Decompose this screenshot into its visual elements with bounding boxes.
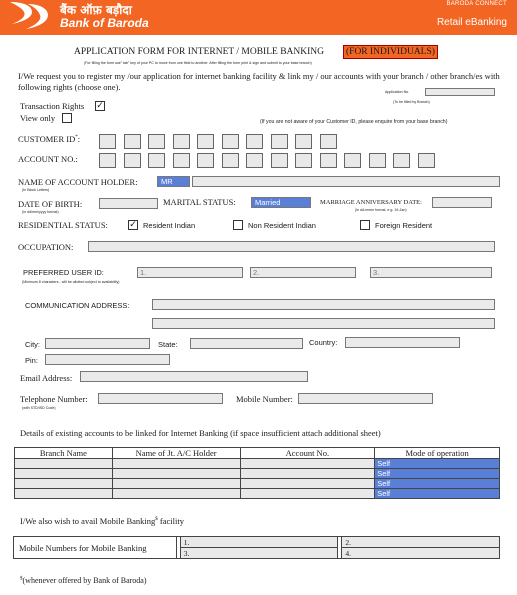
account-no-digit-7[interactable] <box>246 153 263 168</box>
customer-id-note: (If you are not aware of your Customer ID, please enquire from your base branch) <box>260 119 448 125</box>
dob-note: (in dd/mm/yyyy format) <box>22 210 59 214</box>
marital-status-select[interactable]: Married <box>251 197 311 208</box>
table-cell[interactable] <box>240 489 375 499</box>
table-cell[interactable] <box>112 459 240 469</box>
col-joint-holder: Name of Jt. A/C Holder <box>112 448 240 459</box>
preferred-user-id-label: PREFERRED USER ID: <box>23 268 104 277</box>
account-no-digit-2[interactable] <box>124 153 141 168</box>
account-no-digit-10[interactable] <box>320 153 337 168</box>
request-text: I/We request you to register my /our application for internet banking facility & link my / our accounts with your branch / other branch/es with following rights (choose one). <box>18 71 500 92</box>
address-line-1[interactable] <box>152 299 495 310</box>
account-holder-note: (In Block Letters) <box>22 188 50 192</box>
pin-label: Pin: <box>25 356 38 365</box>
dob-field[interactable] <box>99 198 158 209</box>
mobile-numbers-table <box>13 536 500 559</box>
customer-id-digit-4[interactable] <box>173 134 190 149</box>
email-label: Email Address: <box>20 373 73 383</box>
resident-indian-label: Resident Indian <box>143 221 196 230</box>
accounts-heading: Details of existing accounts to be linked for Internet Banking (if space insufficient attach additional sheet) <box>20 428 381 438</box>
header-bar <box>0 0 517 35</box>
customer-id-digit-3[interactable] <box>148 134 165 149</box>
customer-id-digit-8[interactable] <box>271 134 288 149</box>
occupation-label: OCCUPATION: <box>18 242 74 252</box>
customer-id-digit-9[interactable] <box>295 134 312 149</box>
mode-of-operation-select[interactable]: Self <box>375 469 500 479</box>
mode-of-operation-select[interactable]: Self <box>375 459 500 469</box>
country-label: Country: <box>309 338 338 347</box>
table-cell[interactable] <box>15 459 113 469</box>
dob-label: DATE OF BIRTH: <box>18 199 83 209</box>
pin-field[interactable] <box>45 354 170 365</box>
occupation-field[interactable] <box>88 241 495 252</box>
anniversary-field[interactable] <box>432 197 492 208</box>
account-no-digit-6[interactable] <box>222 153 239 168</box>
anniversary-label: MARRIAGE ANNIVERSARY DATE: <box>320 199 422 206</box>
account-no-digit-9[interactable] <box>295 153 312 168</box>
account-no-digit-13[interactable] <box>393 153 410 168</box>
user-id-option-2[interactable]: 2. <box>250 267 356 278</box>
bank-logo-icon <box>6 0 52 30</box>
customer-id-digit-7[interactable] <box>246 134 263 149</box>
telephone-label: Telephone Number: <box>20 394 88 404</box>
country-field[interactable] <box>345 337 460 348</box>
table-cell[interactable] <box>112 479 240 489</box>
state-field[interactable] <box>190 338 303 349</box>
account-no-digit-14[interactable] <box>418 153 435 168</box>
col-account-no: Account No. <box>240 448 375 459</box>
state-label: State: <box>158 340 178 349</box>
customer-id-digit-5[interactable] <box>197 134 214 149</box>
telephone-note: (with STD/ISD Code) <box>22 406 56 410</box>
customer-id-label: CUSTOMER ID*: <box>18 134 81 144</box>
view-only-label: View only <box>20 113 56 123</box>
account-no-digit-8[interactable] <box>271 153 288 168</box>
customer-id-digit-2[interactable] <box>124 134 141 149</box>
table-cell[interactable] <box>112 489 240 499</box>
table-row <box>15 469 500 479</box>
holder-name-field[interactable] <box>192 176 500 187</box>
mode-of-operation-select[interactable]: Self <box>375 489 500 499</box>
mobile-slot-1[interactable]: 1. <box>180 537 338 548</box>
application-no-label: Application No. <box>385 90 410 94</box>
form-title-tag: (FOR INDIVIDUALS) <box>343 45 438 59</box>
account-no-digit-12[interactable] <box>369 153 386 168</box>
col-mode-of-operation: Mode of operation <box>375 448 500 459</box>
table-row <box>15 479 500 489</box>
mobile-numbers-label: Mobile Numbers for Mobile Banking <box>14 537 177 559</box>
foreign-resident-checkbox[interactable] <box>360 220 370 230</box>
residential-status-label: RESIDENTIAL STATUS: <box>18 220 108 230</box>
marital-status-label: MARITAL STATUS: <box>163 197 236 207</box>
mobile-number-field[interactable] <box>298 393 433 404</box>
footnote: $(whenever offered by Bank of Baroda) <box>20 576 147 585</box>
transaction-rights-checkbox[interactable]: ✓ <box>96 101 104 111</box>
table-cell[interactable] <box>240 479 375 489</box>
transaction-rights-label: Transaction Rights <box>20 101 85 111</box>
bank-name-hindi: बैंक ऑफ़ बड़ौदा <box>60 3 132 17</box>
mobile-banking-text: I/We also wish to avail Mobile Banking$ facility <box>20 516 184 526</box>
table-cell[interactable] <box>240 459 375 469</box>
mobile-slot-4[interactable]: 4. <box>342 548 500 559</box>
email-field[interactable] <box>80 371 308 382</box>
mode-of-operation-select[interactable]: Self <box>375 479 500 489</box>
anniversary-note: (in dd-mmm format, e.g. 19-Jan) <box>355 208 407 212</box>
account-no-digit-4[interactable] <box>173 153 190 168</box>
mobile-slot-2[interactable]: 2. <box>342 537 500 548</box>
non-resident-label: Non Resident Indian <box>248 221 316 230</box>
account-no-digit-1[interactable] <box>99 153 116 168</box>
user-id-note: (Minimum 8 characters - will be allotted subject to availability) <box>22 280 120 284</box>
telephone-field[interactable] <box>98 393 223 404</box>
table-cell[interactable] <box>15 469 113 479</box>
view-only-checkbox[interactable] <box>62 113 72 123</box>
user-id-option-3[interactable]: 3. <box>370 267 492 278</box>
branch-fill-note: (To be filled by Branch) <box>393 100 430 104</box>
customer-id-digit-1[interactable] <box>99 134 116 149</box>
col-branch-name: Branch Name <box>15 448 113 459</box>
mobile-number-label: Mobile Number: <box>236 394 293 404</box>
city-label: City: <box>25 340 40 349</box>
address-line-2[interactable] <box>152 318 495 329</box>
table-cell[interactable] <box>15 479 113 489</box>
application-no-field[interactable] <box>425 88 495 96</box>
table-cell[interactable] <box>240 469 375 479</box>
account-no-label: ACCOUNT NO.: <box>18 154 78 164</box>
user-id-option-1[interactable]: 1. <box>137 267 243 278</box>
communication-address-label: COMMUNICATION ADDRESS: <box>25 301 130 310</box>
table-row <box>15 489 500 499</box>
customer-id-digit-6[interactable] <box>222 134 239 149</box>
retail-ebanking-label: Retail eBanking <box>436 17 507 28</box>
baroda-connect-label: BARODA CONNECT <box>446 1 507 7</box>
linked-accounts-table <box>14 447 500 499</box>
holder-title-select[interactable]: MR <box>157 176 190 187</box>
non-resident-checkbox[interactable] <box>233 220 243 230</box>
account-no-digit-11[interactable] <box>344 153 361 168</box>
account-holder-label: NAME OF ACCOUNT HOLDER: <box>18 177 138 187</box>
account-no-digit-3[interactable] <box>148 153 165 168</box>
resident-indian-checkbox[interactable]: ✓ <box>129 220 137 230</box>
bank-name: Bank of Baroda <box>60 16 149 30</box>
customer-id-digit-10[interactable] <box>320 134 337 149</box>
table-row <box>15 459 500 469</box>
city-field[interactable] <box>45 338 150 349</box>
foreign-resident-label: Foreign Resident <box>375 221 433 230</box>
form-title: APPLICATION FORM FOR INTERNET / MOBILE BANKING <box>74 47 325 57</box>
mobile-slot-3[interactable]: 3. <box>180 548 338 559</box>
table-cell[interactable] <box>15 489 113 499</box>
table-cell[interactable] <box>112 469 240 479</box>
account-no-digit-5[interactable] <box>197 153 214 168</box>
form-instruction: (For filling the form use" tab" key of your PC to move from one field to another. After filling the form print & sign and submit to your base branch) <box>84 61 312 65</box>
